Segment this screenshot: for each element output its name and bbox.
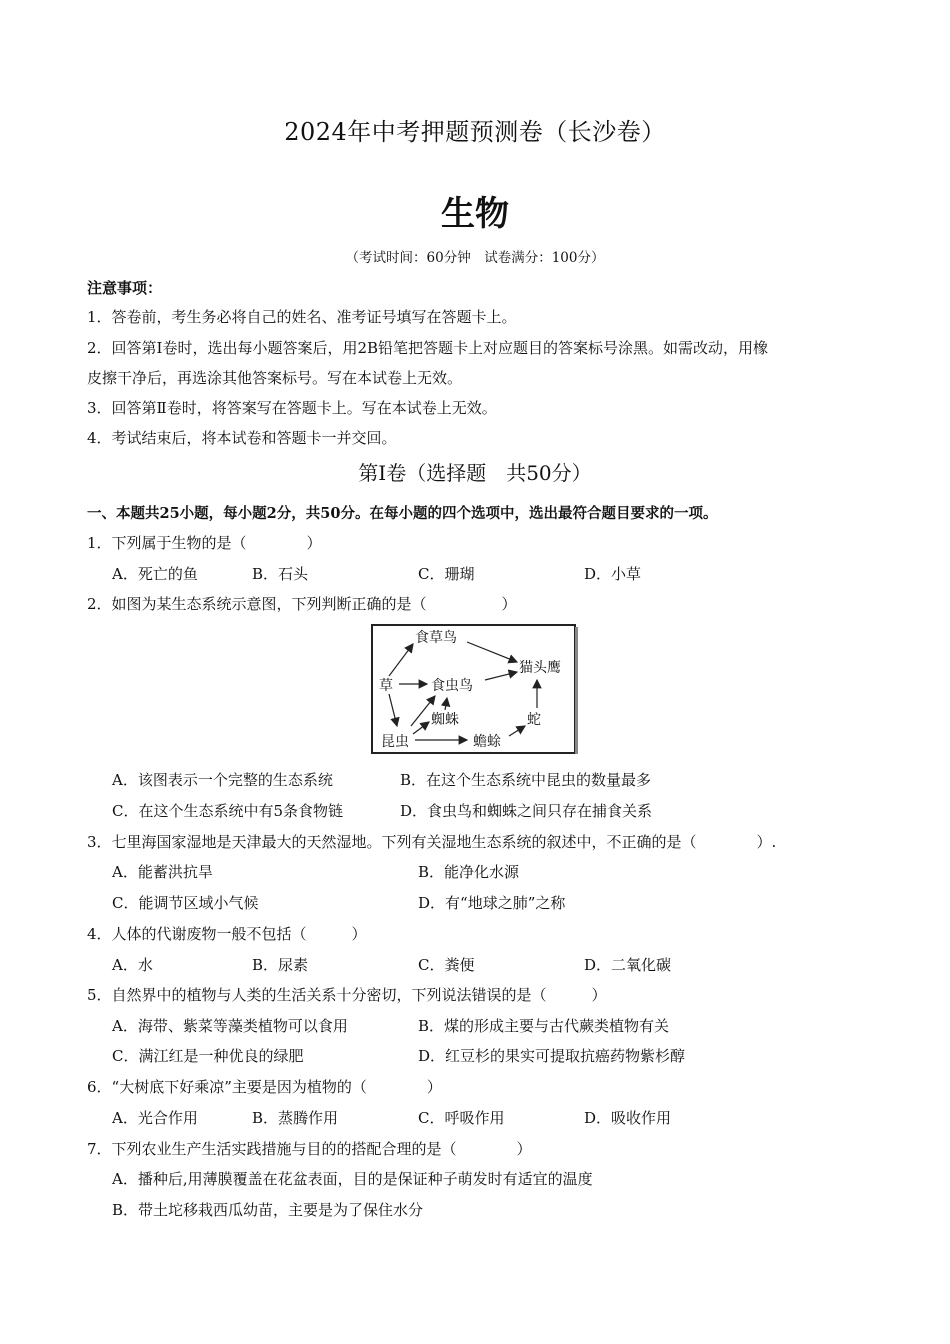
note-item: 4．考试结束后，将本试卷和答题卡一并交回。 (87, 429, 397, 447)
section-instruction: 一、本题共25小题，每小题2分，共50分。在每小题的四个选项中，选出最符合题目要求的一项。 (87, 505, 718, 522)
option-a: A．播种后,用薄膜覆盖在花盆表面，目的是保证种子萌发时有适宜的温度 (112, 1170, 593, 1188)
question-stem: 6．“大树底下好乘凉”主要是因为植物的（ ） (87, 1078, 442, 1096)
exam-title: 2024年中考押题预测卷（长沙卷） (284, 118, 666, 146)
option-d: D．二氧化碳 (584, 956, 672, 974)
node-herbivore-bird: 食草鸟 (415, 630, 457, 646)
arrow-insect-spider (413, 722, 429, 734)
diagram-shadow (575, 627, 578, 754)
option-d: D．食虫鸟和蜘蛛之间只存在捕食关系 (400, 802, 653, 820)
arrow-grass-herbivore-bird (389, 644, 413, 676)
option-d: D．有“地球之肺”之称 (418, 894, 566, 912)
note-item: 皮擦干净后，再选涂其他答案标号。写在本试卷上无效。 (87, 369, 463, 387)
option-d: D．红豆杉的果实可提取抗癌药物紫杉醇 (418, 1047, 686, 1065)
subject-title: 生物 (441, 194, 509, 234)
question-stem: 5．自然界中的植物与人类的生活关系十分密切，下列说法错误的是（ ） (87, 986, 607, 1004)
option-c: C．呼吸作用 (418, 1109, 505, 1127)
question-stem: 4．人体的代谢废物一般不包括（ ） (87, 925, 367, 943)
option-b: B．能净化水源 (418, 863, 520, 881)
option-c: C．在这个生态系统中有5条食物链 (112, 802, 344, 820)
arrow-insectivore-bird-owl (485, 672, 517, 680)
node-grass: 草 (379, 678, 393, 694)
arrow-grass-insect (389, 694, 397, 726)
question-stem: 2．如图为某生态系统示意图，下列判断正确的是（ ） (87, 595, 517, 613)
option-c: C．珊瑚 (418, 565, 475, 583)
section-title: 第Ⅰ卷（选择题 共50分） (358, 461, 592, 485)
notes-heading: 注意事项： (87, 279, 163, 297)
option-b: B．蒸腾作用 (252, 1109, 339, 1127)
node-insect: 昆虫 (381, 734, 409, 750)
option-a: A．海带、紫菜等藻类植物可以食用 (112, 1017, 348, 1035)
node-snake: 蛇 (527, 712, 541, 728)
option-b: B．尿素 (252, 956, 309, 974)
arrow-spider-insectivore-bird (445, 698, 447, 710)
option-a: A．水 (112, 956, 153, 974)
option-d: D．小草 (584, 565, 642, 583)
note-item: 2．回答第Ⅰ卷时，选出每小题答案后，用2B铅笔把答题卡上对应题目的答案标号涂黑。如需改动，用橡 (87, 339, 769, 357)
option-b: B．带土坨移栽西瓜幼苗，主要是为了保住水分 (112, 1201, 424, 1219)
option-a: A．能蓄洪抗旱 (112, 863, 213, 881)
arrow-herbivore-bird-owl (467, 642, 517, 662)
option-a: A．光合作用 (112, 1109, 198, 1127)
option-a: A．死亡的鱼 (112, 565, 198, 583)
food-web-diagram (369, 622, 579, 758)
option-c: C．粪便 (418, 956, 475, 974)
option-b: B．在这个生态系统中昆虫的数量最多 (400, 771, 652, 789)
node-toad: 蟾蜍 (473, 734, 501, 750)
option-a: A．该图表示一个完整的生态系统 (112, 771, 333, 789)
arrow-toad-snake (509, 726, 525, 736)
option-b: B．石头 (252, 565, 309, 583)
node-insectivore-bird: 食虫鸟 (431, 678, 473, 694)
question-stem: 7．下列农业生产生活实践措施与目的的搭配合理的是（ ） (87, 1140, 532, 1158)
exam-info: （考试时间：60分钟 试卷满分：100分） (345, 250, 605, 266)
question-stem: 1．下列属于生物的是（ ） (87, 534, 322, 552)
note-item: 1．答卷前，考生务必将自己的姓名、准考证号填写在答题卡上。 (87, 308, 517, 326)
note-item: 3．回答第Ⅱ卷时，将答案写在答题卡上。写在本试卷上无效。 (87, 399, 497, 417)
option-c: C．能调节区域小气候 (112, 894, 259, 912)
question-stem: 3．七里海国家湿地是天津最大的天然湿地。下列有关湿地生态系统的叙述中，不正确的是（ ）. (87, 833, 777, 851)
node-owl: 猫头鹰 (519, 660, 561, 676)
node-spider: 蜘蛛 (431, 712, 459, 728)
option-c: C．满江红是一种优良的绿肥 (112, 1047, 304, 1065)
option-b: B．煤的形成主要与古代蕨类植物有关 (418, 1017, 670, 1035)
option-d: D．吸收作用 (584, 1109, 672, 1127)
